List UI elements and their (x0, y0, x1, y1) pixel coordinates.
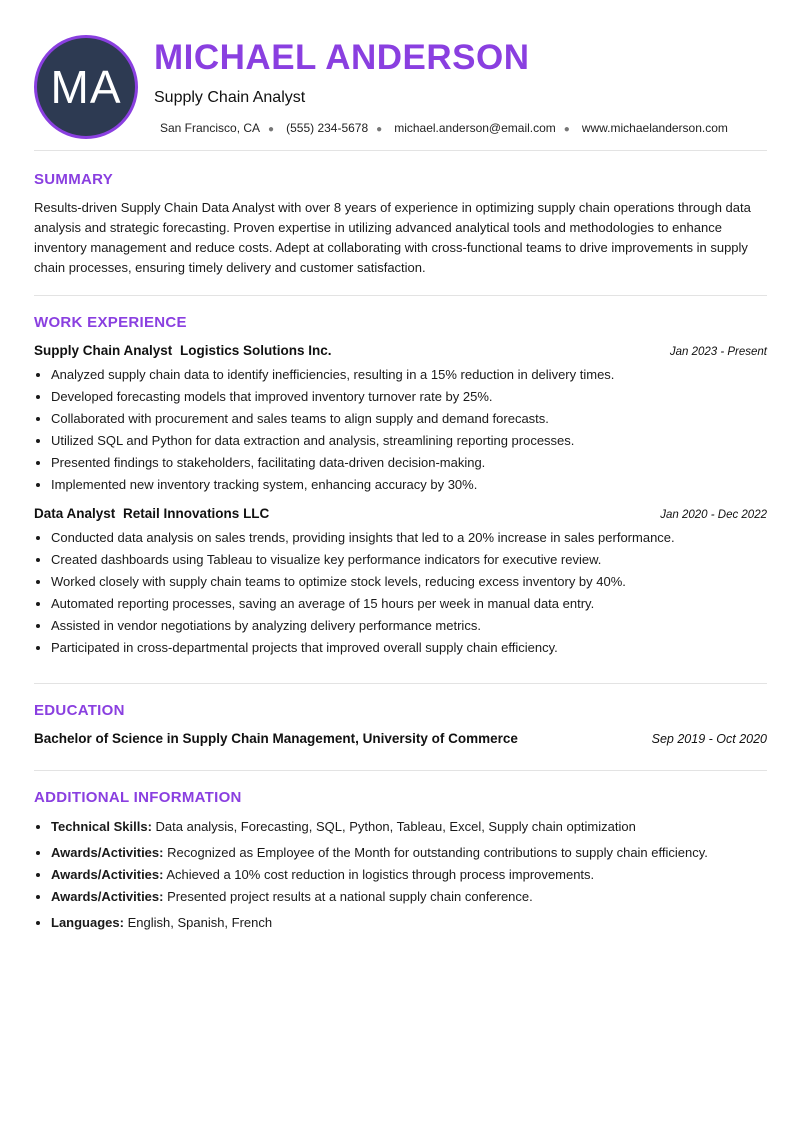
summary-text: Results-driven Supply Chain Data Analyst with over 8 years of experience in optimizing supply chain operations through data analysis and strategic forecasting. Proven expertise in utilizing advanced analytical tools and methodologies to enhance inventory management and reduce costs. Adept at collaborating with cross-functional teams to drive improvements in supply chain processes, ensuring timely delivery and customer satisfaction. (34, 200, 751, 275)
list-item: • Automated reporting processes, saving an average of 15 hours per week in manual data entry. (51, 593, 767, 615)
info-text: Achieved a 10% cost reduction in logistics through process improvements. (166, 867, 595, 882)
section-title-experience: WORK EXPERIENCE (34, 314, 187, 331)
info-label: Awards/Activities: (51, 889, 164, 904)
education-degree: Bachelor of Science in Supply Chain Management, University of Commerce (34, 731, 518, 746)
list-item: • Assisted in vendor negotiations by analyzing delivery performance metrics. (51, 615, 767, 637)
list-item: • Participated in cross-departmental projects that improved overall supply chain efficiency. (51, 637, 767, 659)
avatar (34, 35, 138, 139)
list-item: • Collaborated with procurement and sales teams to align supply and demand forecasts. (51, 408, 767, 430)
job-company: Logistics Solutions Inc. (180, 343, 332, 358)
job-role: Supply Chain Analyst (34, 343, 173, 358)
job-header (34, 506, 767, 521)
contact-location: San Francisco, CA (160, 121, 261, 135)
list-item: • Presented findings to stakeholders, facilitating data-driven decision-making. (51, 452, 767, 474)
separator-dot-icon: ● (268, 124, 275, 135)
job-company: Retail Innovations LLC (123, 506, 270, 521)
list-item: • Developed forecasting models that improved inventory turnover rate by 25%. (51, 386, 767, 408)
section-title-additional: ADDITIONAL INFORMATION (34, 789, 242, 806)
list-item: • Conducted data analysis on sales trends, providing insights that led to a 20% increase in sales performance. (51, 527, 767, 549)
additional-info-list (34, 816, 767, 934)
info-label: Technical Skills: (51, 819, 152, 834)
info-label: Awards/Activities: (51, 845, 164, 860)
resume-header (34, 0, 767, 150)
list-item (51, 886, 767, 908)
contact-phone[interactable]: (555) 234-5678 (286, 121, 369, 135)
job-entry (34, 506, 767, 659)
info-text: English, Spanish, French (127, 915, 273, 930)
education-section (34, 684, 767, 770)
avatar-initials: MA (50, 61, 122, 113)
list-item (51, 816, 767, 838)
education-entry (34, 731, 767, 746)
contact-email[interactable]: michael.anderson@email.com (394, 121, 556, 135)
section-title-education: EDUCATION (34, 702, 125, 719)
list-item: • Implemented new inventory tracking system, enhancing accuracy by 30%. (51, 474, 767, 496)
list-item: • Worked closely with supply chain teams to optimize stock levels, reducing excess inventory by 40%. (51, 571, 767, 593)
education-dates: Sep 2019 - Oct 2020 (651, 732, 767, 746)
contact-line (160, 121, 728, 135)
candidate-title: Supply Chain Analyst (154, 89, 306, 106)
job-entry (34, 343, 767, 496)
section-title-summary: SUMMARY (34, 171, 114, 188)
job-dates: Jan 2023 - Present (669, 346, 767, 358)
list-item: • Utilized SQL and Python for data extraction and analysis, streamlining reporting processes. (51, 430, 767, 452)
list-item (51, 912, 767, 934)
job-role: Data Analyst (34, 506, 116, 521)
candidate-name: MICHAEL ANDERSON (154, 38, 530, 77)
contact-website[interactable]: www.michaelanderson.com (581, 121, 728, 135)
additional-info-section (34, 771, 767, 934)
list-item: • Analyzed supply chain data to identify inefficiencies, resulting in a 15% reduction in delivery times. (51, 364, 767, 386)
work-experience-section (34, 296, 767, 683)
info-label: Languages: (51, 915, 124, 930)
info-label: Awards/Activities: (51, 867, 164, 882)
separator-dot-icon: ● (376, 124, 383, 135)
job-header (34, 343, 767, 358)
list-item (51, 864, 767, 886)
info-text: Data analysis, Forecasting, SQL, Python, Tableau, Excel, Supply chain optimization (155, 819, 636, 834)
separator-dot-icon: ● (563, 124, 570, 135)
list-item: • Created dashboards using Tableau to visualize key performance indicators for executive review. (51, 549, 767, 571)
job-dates: Jan 2020 - Dec 2022 (660, 509, 767, 521)
job-bullets (34, 364, 767, 496)
job-bullets (34, 527, 767, 659)
summary-section (34, 151, 767, 295)
info-text: Recognized as Employee of the Month for outstanding contributions to supply chain efficiency. (167, 845, 708, 860)
info-text: Presented project results at a national supply chain conference. (167, 889, 533, 904)
list-item (51, 842, 767, 864)
